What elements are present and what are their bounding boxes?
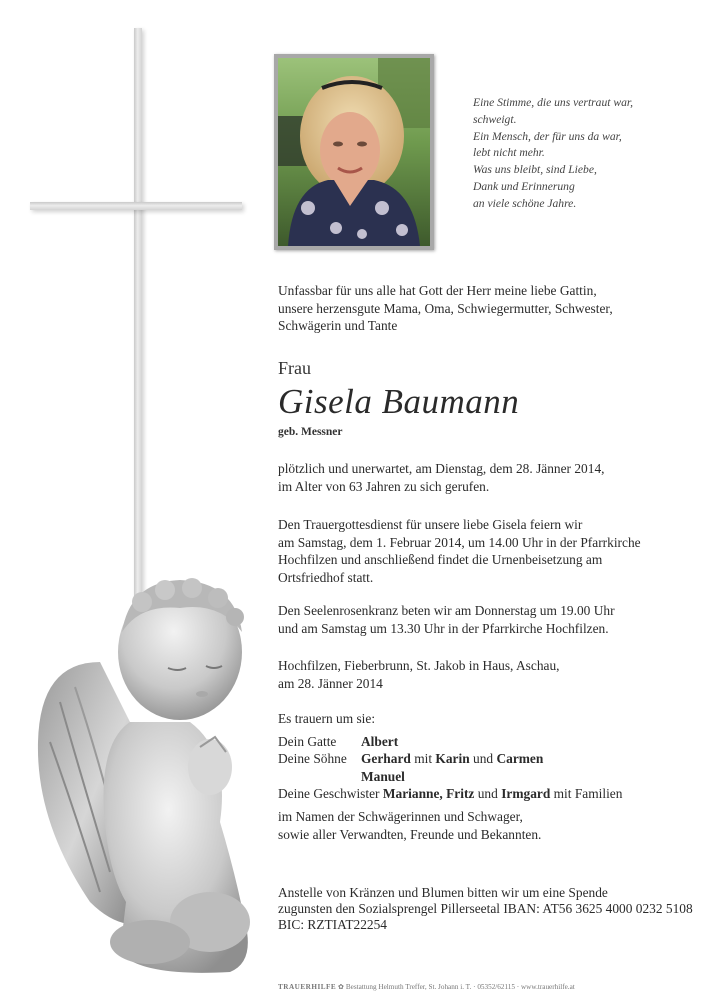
intro-paragraph: Unfassbar für uns alle hat Gott der Herr meine liebe Gattin, unsere herzensgute Mama, Oma, Schwiegermutter, Schwester, Schwägerin und Tante [278,283,613,334]
poem-line: schweigt. [473,112,517,126]
poem [473,95,693,213]
mourners-list [278,733,622,803]
cross-horizontal-beam [30,202,242,210]
footer-logo: TRAUERHILFE [278,983,337,991]
in-name-of-paragraph: im Namen der Schwägerinnen und Schwager, sowie aller Verwandten, Freunde und Bekannten. [278,809,542,842]
places-date-paragraph: Hochfilzen, Fieberbrunn, St. Jakob in Haus, Aschau, am 28. Jänner 2014 [278,658,560,691]
mourner-row-sons: Deine Söhne Gerhard mit Karin und Carmen [278,751,544,767]
mourner-row-siblings: Deine Geschwister Marianne, Fritz und Irmgard mit Familien [278,786,623,802]
mourner-row-spouse: Dein Gatte Albert [278,734,399,749]
rosary-paragraph: Den Seelenrosenkranz beten wir am Donnerstag um 19.00 Uhr und am Samstag um 13.30 Uhr in der Pfarrkirche Hochfilzen. [278,603,615,636]
mourner-row-son2: Manuel [361,768,405,784]
poem-line: Was uns bleibt, sind Liebe, [473,163,597,177]
birth-name: geb. Messner [278,426,343,438]
title-frau: Frau [278,358,311,378]
portrait-photo [274,54,434,250]
poem-line: Eine Stimme, die uns vertraut war, [473,96,634,109]
cross-vertical-beam [134,28,142,640]
angel-statue-image [30,572,265,982]
funeral-paragraph: Den Trauergottesdienst für unsere liebe Gisela feiern wir am Samstag, dem 1. Februar 2014, um 14.00 Uhr in der Pfarrkirche Hochfilzen und anschließend findet die Urnenbeisetzung am Ortsfriedhof statt. [278,517,641,585]
flower-icon: ✿ [338,983,345,991]
footer-text: Bestattung Helmuth Treffer, St. Johann i. T. · 05352/62115 · www.trauerhilfe.at [345,983,575,991]
donation-paragraph: Anstelle von Kränzen und Blumen bitten wir um eine Spende zugunsten den Sozialsprengel Pillerseetal IBAN: AT56 3625 4000 0232 5108 BIC: RZTIAT22254 [278,885,693,932]
death-paragraph: plötzlich und unerwartet, am Dienstag, dem 28. Jänner 2014, im Alter von 63 Jahren zu sich gerufen. [278,461,605,494]
poem-line: Dank und Erinnerung [473,179,575,193]
poem-line: an viele schöne Jahre. [473,196,577,210]
poem-line: Ein Mensch, der für uns da war, [473,129,622,143]
footer-imprint [278,982,575,991]
poem-line: lebt nicht mehr. [473,146,545,160]
mourners-heading: Es trauern um sie: [278,711,376,726]
portrait-image [278,58,430,246]
deceased-name: Gisela Baumann [278,382,520,421]
